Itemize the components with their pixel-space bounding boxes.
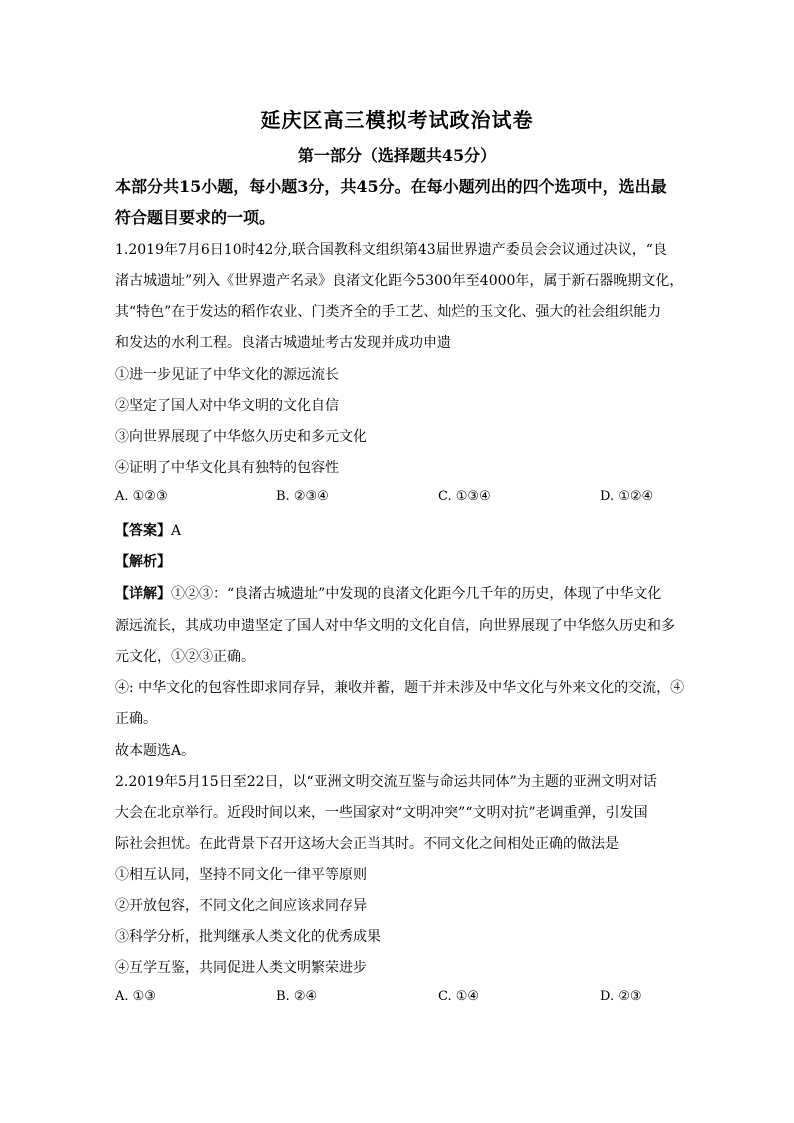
q1-option-d: D. ①②④ <box>600 489 654 504</box>
q2-statement: ①相互认同，坚持不同文化一律平等原则 <box>115 867 367 883</box>
q2-option-a: A. ①③ <box>115 989 156 1004</box>
q2-option-b: B. ②④ <box>276 989 318 1004</box>
q2-statement: ③科学分析，批判继承人类文化的优秀成果 <box>115 929 381 945</box>
q1-option-c: C. ①③④ <box>438 489 491 504</box>
q1-detail-line: 元文化，①②③正确。 <box>115 649 255 665</box>
q2-stem-line: 大会在北京举行。近段时间以来，一些国家对“文明冲突”“文明对抗”老调重弹，引发国 <box>115 805 648 821</box>
answer-label: 【答案】 <box>115 523 171 539</box>
q1-stem-line: 和发达的水利工程。良渚古城遗址考古发现并成功申遗 <box>115 335 451 351</box>
q2-option-d: D. ②③ <box>600 989 642 1004</box>
q2-statement: ②开放包容，不同文化之间应该求同存异 <box>115 898 367 914</box>
q1-stem-line: 其“特色”在于发达的稻作农业、门类齐全的手工艺、灿烂的玉文化、强大的社会组织能力 <box>115 304 662 320</box>
instruction-line: 本部分共15小题，每小题3分，共45分。在每小题列出的四个选项中，选出最 <box>115 177 667 196</box>
q1-option-a: A. ①②③ <box>115 489 168 504</box>
q2-statement: ④互学互鉴，共同促进人类文明繁荣进步 <box>115 960 367 976</box>
q1-answer <box>115 520 685 540</box>
q1-analysis <box>115 551 685 571</box>
q2-stem-line: 际社会担忧。在此背景下召开这场大会正当其时。不同文化之间相处正确的做法是 <box>115 836 619 852</box>
page-title: 延庆区高三模拟考试政治试卷 <box>260 108 534 132</box>
q1-detail-line: 源远流长，其成功申遗坚定了国人对中华文明的文化自信，向世界展现了中华悠久历史和多 <box>115 618 675 634</box>
q1-detail-line: ④: 中华文化的包容性即求同存异，兼收并蓄，题干并未涉及中华文化与外来文化的交流，④ <box>115 680 685 696</box>
q1-statement: ②坚定了国人对中华文明的文化自信 <box>115 398 339 414</box>
q1-stem-line: 渚古城遗址”列入《世界遗产名录》良渚文化距今5300年至4000年，属于新石器晚期文化， <box>115 273 684 289</box>
analysis-label: 【解析】 <box>115 554 171 570</box>
q1-statement: ①进一步见证了中华文化的源远流长 <box>115 367 339 383</box>
q1-statement: ④证明了中华文化具有独特的包容性 <box>115 460 339 476</box>
instruction-line: 符合题目要求的一项。 <box>115 208 276 227</box>
detail-text: ①②③：“良渚古城遗址”中发现的良渚文化距今几千年的历史，体现了中华文化 <box>171 586 662 602</box>
section-heading: 第一部分（选择题共45分） <box>297 146 497 165</box>
q2-option-c: C. ①④ <box>438 989 480 1004</box>
detail-label: 【详解】 <box>115 586 171 602</box>
q1-detail-line: 正确。 <box>115 711 157 727</box>
q1-detail-line <box>115 583 685 603</box>
q2-stem-line: 2.2019年5月15日至22日，以“亚洲文明交流互鉴与命运共同体”为主题的亚洲文明对话 <box>115 774 657 790</box>
answer-value: A <box>171 523 182 539</box>
q1-statement: ③向世界展现了中华悠久历史和多元文化 <box>115 429 367 445</box>
q1-option-b: B. ②③④ <box>276 489 329 504</box>
q1-stem-line: 1.2019年7月6日10时42分,联合国教科文组织第43届世界遗产委员会会议通过决议，“良 <box>115 242 667 258</box>
q1-detail-line: 故本题选A。 <box>115 743 196 759</box>
